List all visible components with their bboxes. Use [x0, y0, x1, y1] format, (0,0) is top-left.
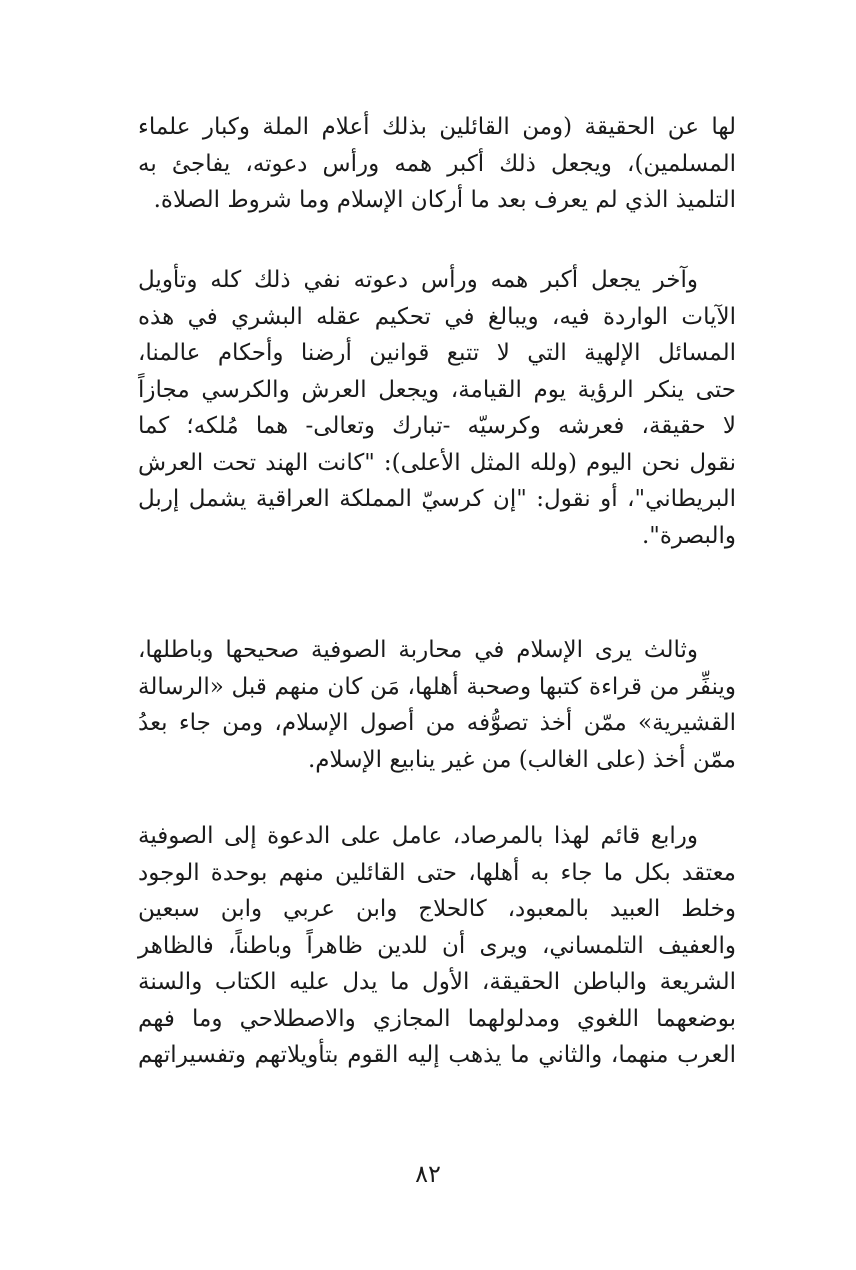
text-line: ممّن أخذ (على الغالب) من غير ينابيع الإسلام. [307, 746, 736, 773]
text-line: وآخر يجعل أكبر همه ورأس دعوته نفي ذلك كله وتأويل [138, 267, 698, 293]
text-line: المسلمين)، ويجعل ذلك أكبر همه ورأس دعوته، يفاجئ به [138, 150, 736, 177]
text-line: ورابع قائم لهذا بالمرصاد، عامل على الدعوة إلى الصوفية [138, 823, 698, 849]
text-line: الآيات الواردة فيه، ويبالغ في تحكيم عقله البشري في هذه [138, 303, 736, 330]
text-line: وينفِّر من قراءة كتبها وصحبة أهلها، مَن كان منهم قبل «الرسالة [138, 673, 736, 700]
paragraph-3 [138, 632, 736, 778]
text-line: بوضعهما اللغوي ومدلولهما المجازي والاصطلاحي وما فهم [138, 1005, 736, 1032]
text-line: لا حقيقة، فعرشه وكرسيّه -تبارك وتعالى- هما مُلكه؛ كما [138, 413, 736, 439]
text-line: نقول نحن اليوم (ولله المثل الأعلى): "كانت الهند تحت العرش [138, 449, 736, 476]
text-line: المسائل الإلهية التي لا تتبع قوانين أرضنا وأحكام عالمنا، [138, 340, 736, 366]
text-line: العرب منهما، والثاني ما يذهب إليه القوم بتأويلاتهم وتفسيراتهم [138, 1042, 736, 1068]
text-line: معتقد بكل ما جاء به أهلها، حتى القائلين منهم بوحدة الوجود [138, 859, 736, 886]
text-line: التلميذ الذي لم يعرف بعد ما أركان الإسلام وما شروط الصلاة. [153, 187, 736, 213]
text-line: وثالث يرى الإسلام في محاربة الصوفية صحيحها وباطلها، [138, 637, 698, 663]
text-line: وخلط العبيد بالمعبود، كالحلاج وابن عربي وابن سبعين [138, 896, 736, 922]
text-line: والعفيف التلمساني، ويرى أن للدين ظاهراً وباطناً، فالظاهر [138, 932, 736, 959]
paragraph-1 [138, 109, 736, 219]
paragraph-2 [138, 262, 736, 554]
text-line: البريطاني"، أو نقول: "إن كرسيّ المملكة العراقية يشمل إربل [138, 486, 736, 512]
text-line: والبصرة". [641, 522, 736, 549]
text-line: لها عن الحقيقة (ومن القائلين بذلك أعلام الملة وكبار علماء [138, 114, 736, 140]
text-line: القشيرية» ممّن أخذ تصوُّفه من أصول الإسلام، ومن جاء بعدُ [138, 710, 736, 736]
text-line: حتى ينكر الرؤية يوم القيامة، ويجعل العرش والكرسي مجازاً [138, 376, 736, 403]
text-line: الشريعة والباطن الحقيقة، الأول ما يدل عليه الكتاب والسنة [138, 969, 736, 995]
page-number: ٨٢ [415, 1160, 441, 1188]
paragraph-4 [138, 818, 736, 1074]
